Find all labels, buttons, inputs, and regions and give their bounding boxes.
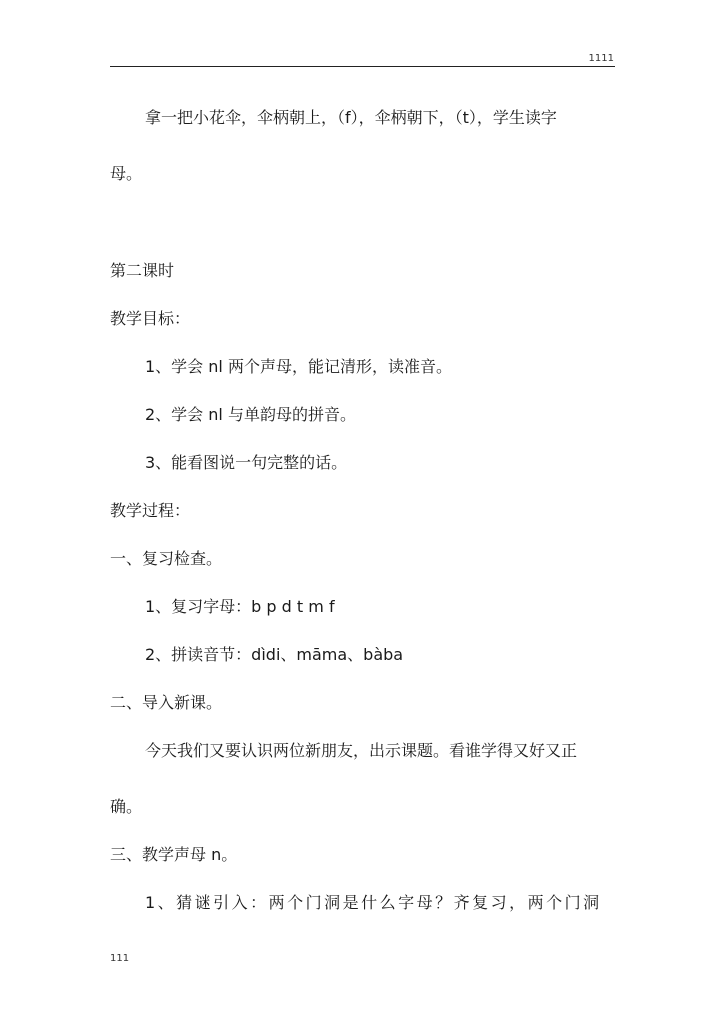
list-item: 2、拼读音节：dìdi、māma、bàba bbox=[145, 645, 404, 664]
paragraph-line: 今天我们又要认识两位新朋友，出示课题。看谁学得又好又正 bbox=[145, 741, 578, 760]
list-item: 1、复习字母：b p d t m f bbox=[145, 597, 335, 616]
section-heading: 二、导入新课。 bbox=[110, 693, 223, 712]
paragraph-line: 母。 bbox=[110, 164, 143, 183]
header-page-number: 1111 bbox=[588, 53, 614, 64]
footer-page-number: 111 bbox=[110, 953, 130, 964]
list-item: 3、能看图说一句完整的话。 bbox=[145, 453, 348, 472]
section-heading: 一、复习检查。 bbox=[110, 549, 223, 568]
paragraph-line: 确。 bbox=[110, 797, 143, 816]
paragraph-line: 1、猜谜引入：两个门洞是什么字母？齐复习，两个门洞 bbox=[145, 893, 602, 912]
subheading: 教学目标： bbox=[110, 309, 191, 328]
header-divider bbox=[110, 66, 615, 67]
section-heading: 第二课时 bbox=[110, 261, 175, 280]
list-item: 2、学会 nl 与单韵母的拼音。 bbox=[145, 405, 356, 424]
section-heading: 三、教学声母 n。 bbox=[110, 845, 238, 864]
list-item: 1、学会 nl 两个声母，能记清形，读准音。 bbox=[145, 357, 452, 376]
subheading: 教学过程： bbox=[110, 501, 191, 520]
paragraph-line: 拿一把小花伞，伞柄朝上，（f），伞柄朝下，（t），学生读字 bbox=[145, 108, 557, 127]
